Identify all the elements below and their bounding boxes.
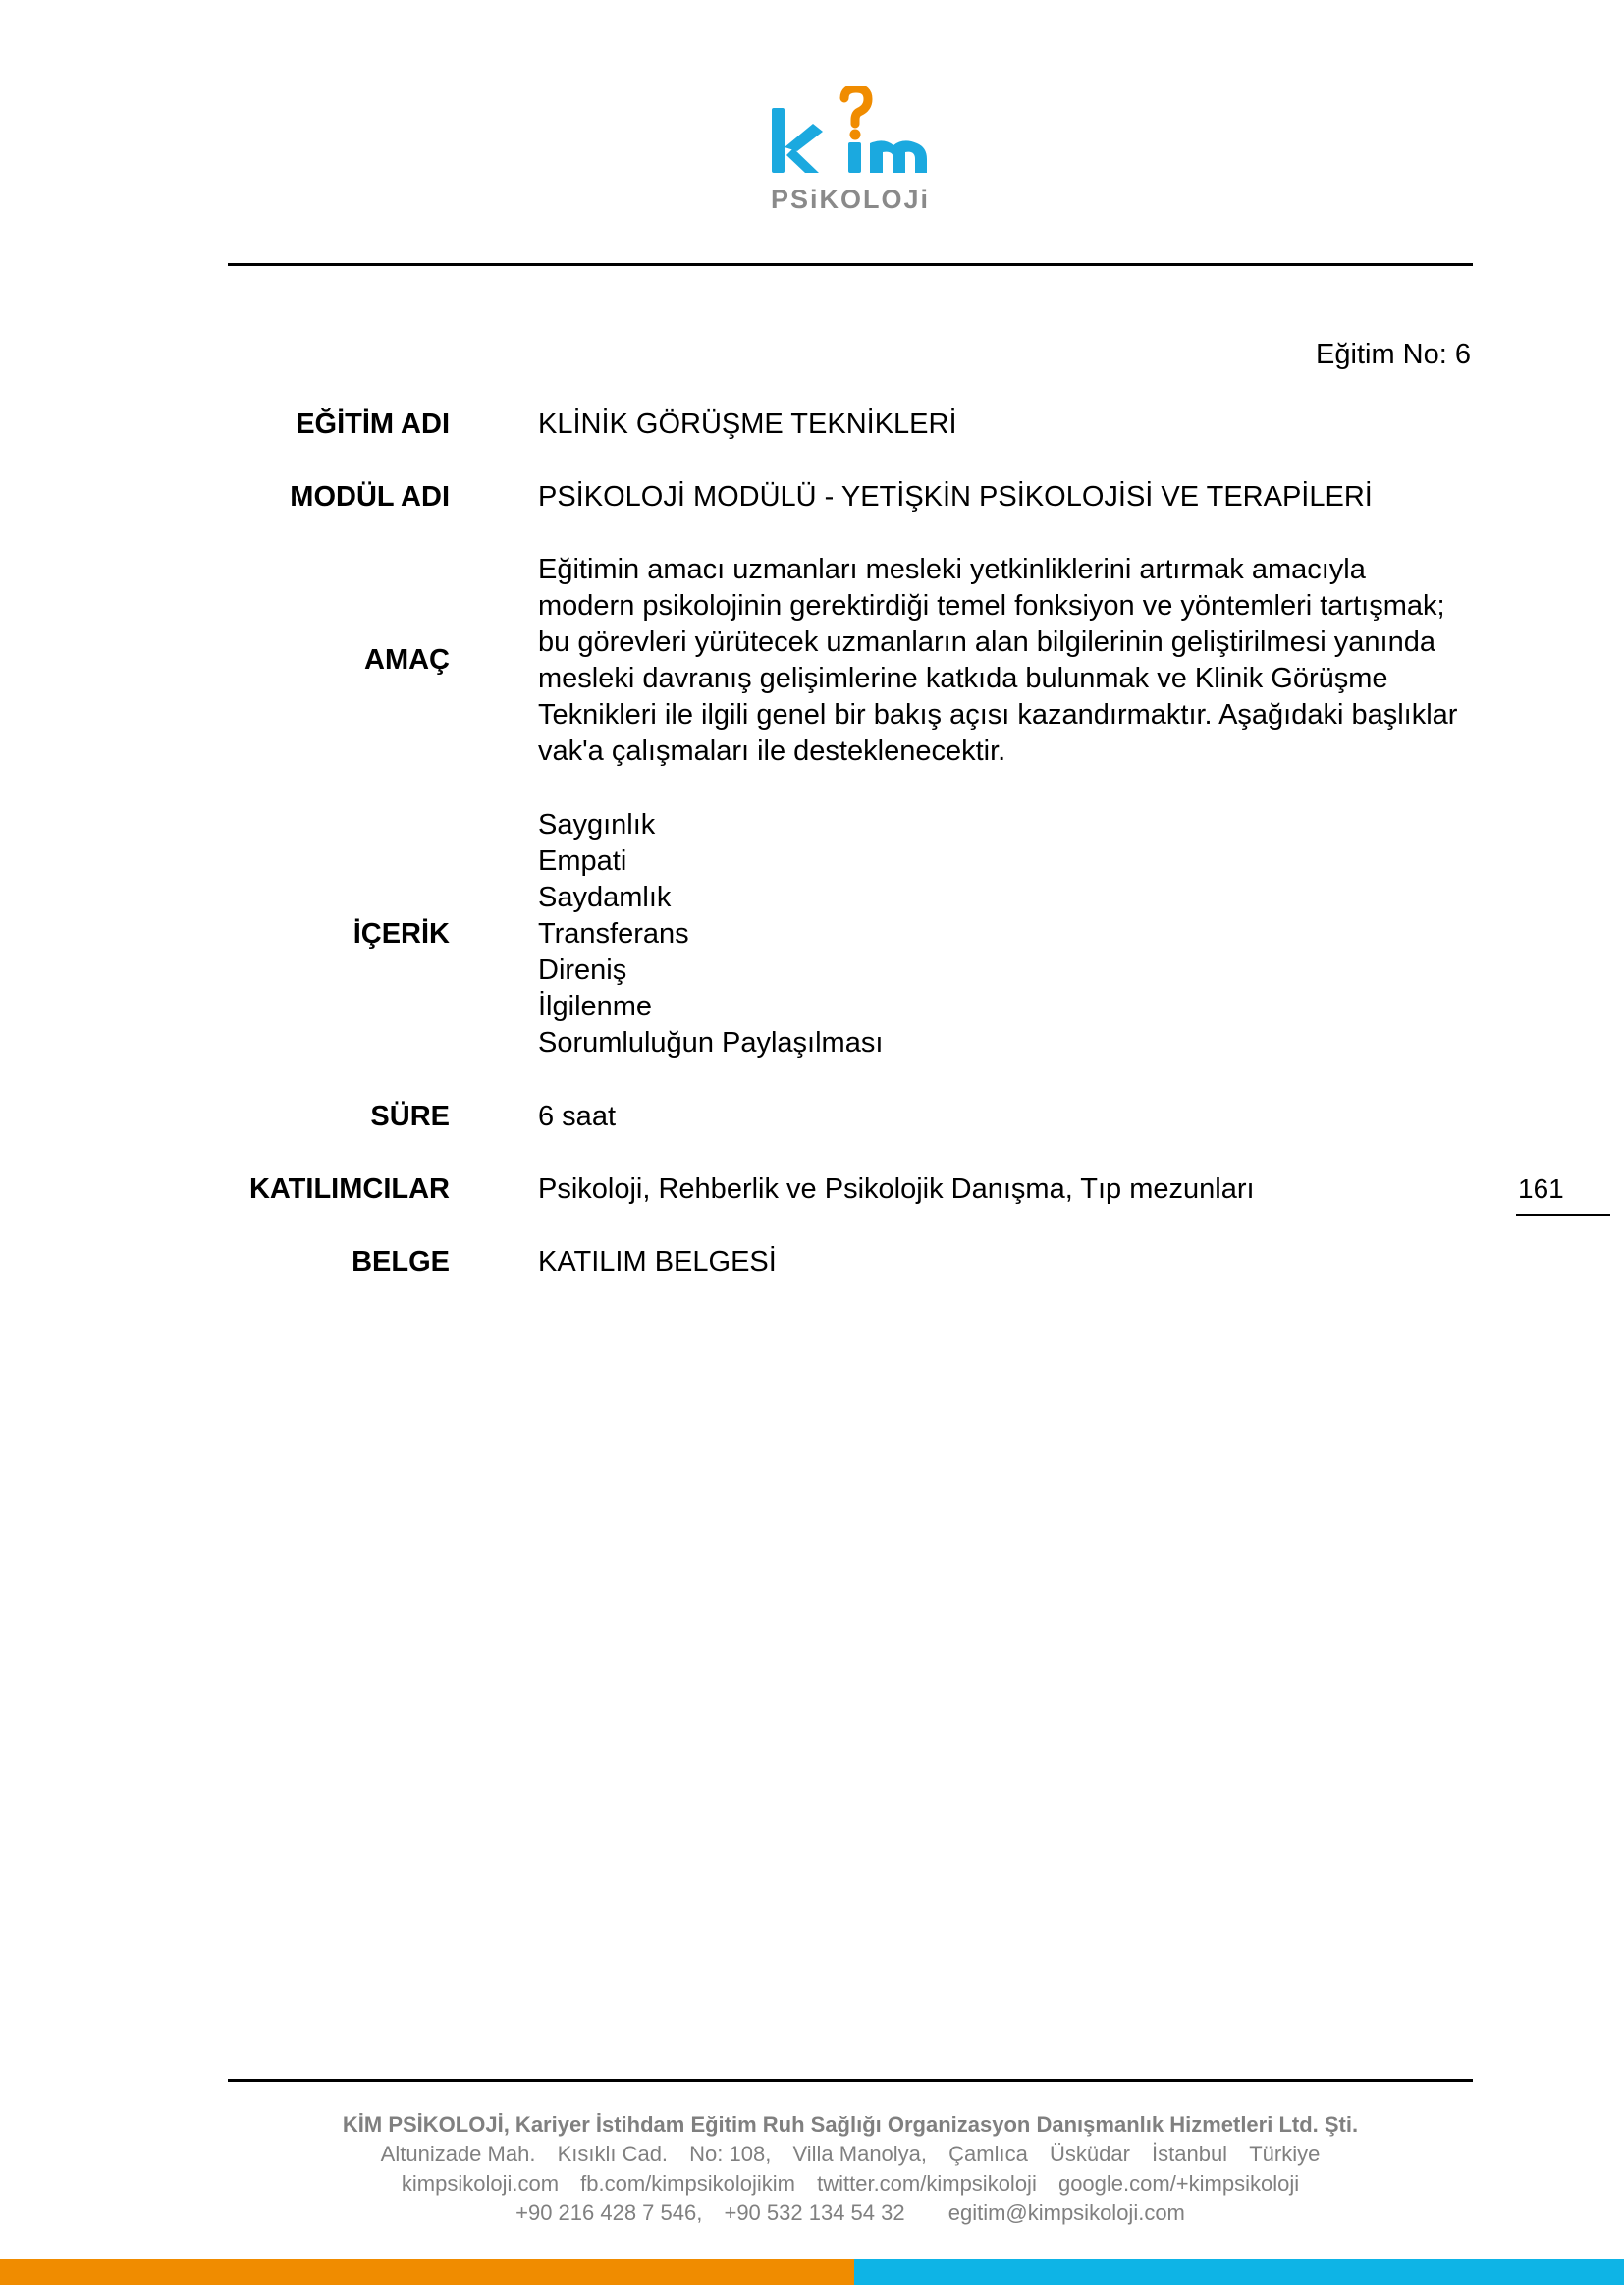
header-divider <box>228 263 1473 266</box>
purpose-line: bu görevleri yürütecek uzmanların alan bilgilerinin geliştirilmesi yanında <box>538 626 1435 658</box>
mobile-number: +90 532 134 54 32 <box>724 2201 905 2225</box>
logo-graphic <box>762 86 939 219</box>
purpose-text <box>538 552 1500 770</box>
field-label: EĞİTİM ADI <box>296 408 450 440</box>
company-legal-name: Kariyer İstihdam Eğitim Ruh Sağlığı Organizasyon Danışmanlık Hizmetleri Ltd. Şti. <box>509 2112 1359 2137</box>
purpose-line: Teknikleri ile ilgili genel bir bakış açısı kazandırmaktır. Aşağıdaki başlıklar <box>538 699 1458 731</box>
content-item: Saydamlık <box>538 882 672 913</box>
footer-address <box>228 2140 1473 2169</box>
content-list <box>538 807 1500 1061</box>
footer-divider <box>228 2079 1473 2082</box>
purpose-line: mesleki davranış gelişimlerine katkıda bulunmak ve Klinik Görüşme <box>538 663 1388 694</box>
content-item: Empati <box>538 845 627 877</box>
field-value: KLİNİK GÖRÜŞME TEKNİKLERİ <box>538 408 957 440</box>
address-part: Üsküdar <box>1049 2142 1130 2166</box>
content-item: Sorumluluğun Paylaşılması <box>538 1027 884 1059</box>
footer-company <box>228 2110 1473 2140</box>
company-name: KİM PSİKOLOJİ, <box>342 2112 510 2137</box>
content-item: Transferans <box>538 918 689 950</box>
field-label: İÇERİK <box>352 918 450 950</box>
content-item: Direniş <box>538 954 627 986</box>
page-number-underline <box>1516 1214 1610 1216</box>
email-link[interactable]: egitim@kimpsikoloji.com <box>947 2201 1185 2225</box>
facebook-link[interactable]: fb.com/kimpsikolojikim <box>580 2171 795 2196</box>
field-value: 6 saat <box>538 1101 616 1132</box>
footer-contact <box>228 2199 1473 2228</box>
field-value: Psikoloji, Rehberlik ve Psikolojik Danışma, Tıp mezunları <box>538 1173 1255 1205</box>
twitter-link[interactable]: twitter.com/kimpsikoloji <box>817 2171 1037 2196</box>
footer <box>228 2110 1473 2228</box>
purpose-line: Eğitimin amacı uzmanları mesleki yetkinliklerini artırmak amacıyla <box>538 554 1366 585</box>
footer-web <box>228 2169 1473 2199</box>
google-link[interactable]: google.com/+kimpsikoloji <box>1057 2171 1300 2196</box>
content-item: Saygınlık <box>538 809 656 841</box>
address-part: No: 108, <box>689 2142 772 2166</box>
website-link[interactable]: kimpsikoloji.com <box>401 2171 560 2196</box>
field-label: MODÜL ADI <box>290 481 450 513</box>
education-number: Eğitim No: 6 <box>1316 339 1471 370</box>
phone-number: +90 216 428 7 546, <box>515 2201 703 2225</box>
address-part: Türkiye <box>1249 2142 1321 2166</box>
svg-text:PSiKOLOJi: PSiKOLOJi <box>770 185 931 214</box>
content-item: İlgilenme <box>538 991 653 1022</box>
field-label: SÜRE <box>370 1101 450 1132</box>
address-part: Kısıklı Cad. <box>557 2142 669 2166</box>
footer-bar-orange <box>0 2259 854 2285</box>
field-label: AMAÇ <box>364 644 450 676</box>
field-value: PSİKOLOJİ MODÜLÜ - YETİŞKİN PSİKOLOJİSİ VE TERAPİLERİ <box>538 481 1373 513</box>
kim-psikoloji-logo <box>762 86 939 219</box>
field-label: BELGE <box>352 1246 450 1278</box>
footer-bar-blue <box>854 2259 1624 2285</box>
address-part: Çamlıca <box>948 2142 1028 2166</box>
address-part: İstanbul <box>1152 2142 1228 2166</box>
purpose-line: vak'a çalışmaları ile desteklenecektir. <box>538 735 1006 767</box>
field-label: KATILIMCILAR <box>248 1173 450 1205</box>
purpose-line: modern psikolojinin gerektirdiği temel fonksiyon ve yöntemleri tartışmak; <box>538 590 1445 622</box>
page-number: 161 <box>1518 1173 1564 1204</box>
address-part: Villa Manolya, <box>792 2142 928 2166</box>
field-value: KATILIM BELGESİ <box>538 1246 777 1278</box>
address-part: Altunizade Mah. <box>380 2142 536 2166</box>
